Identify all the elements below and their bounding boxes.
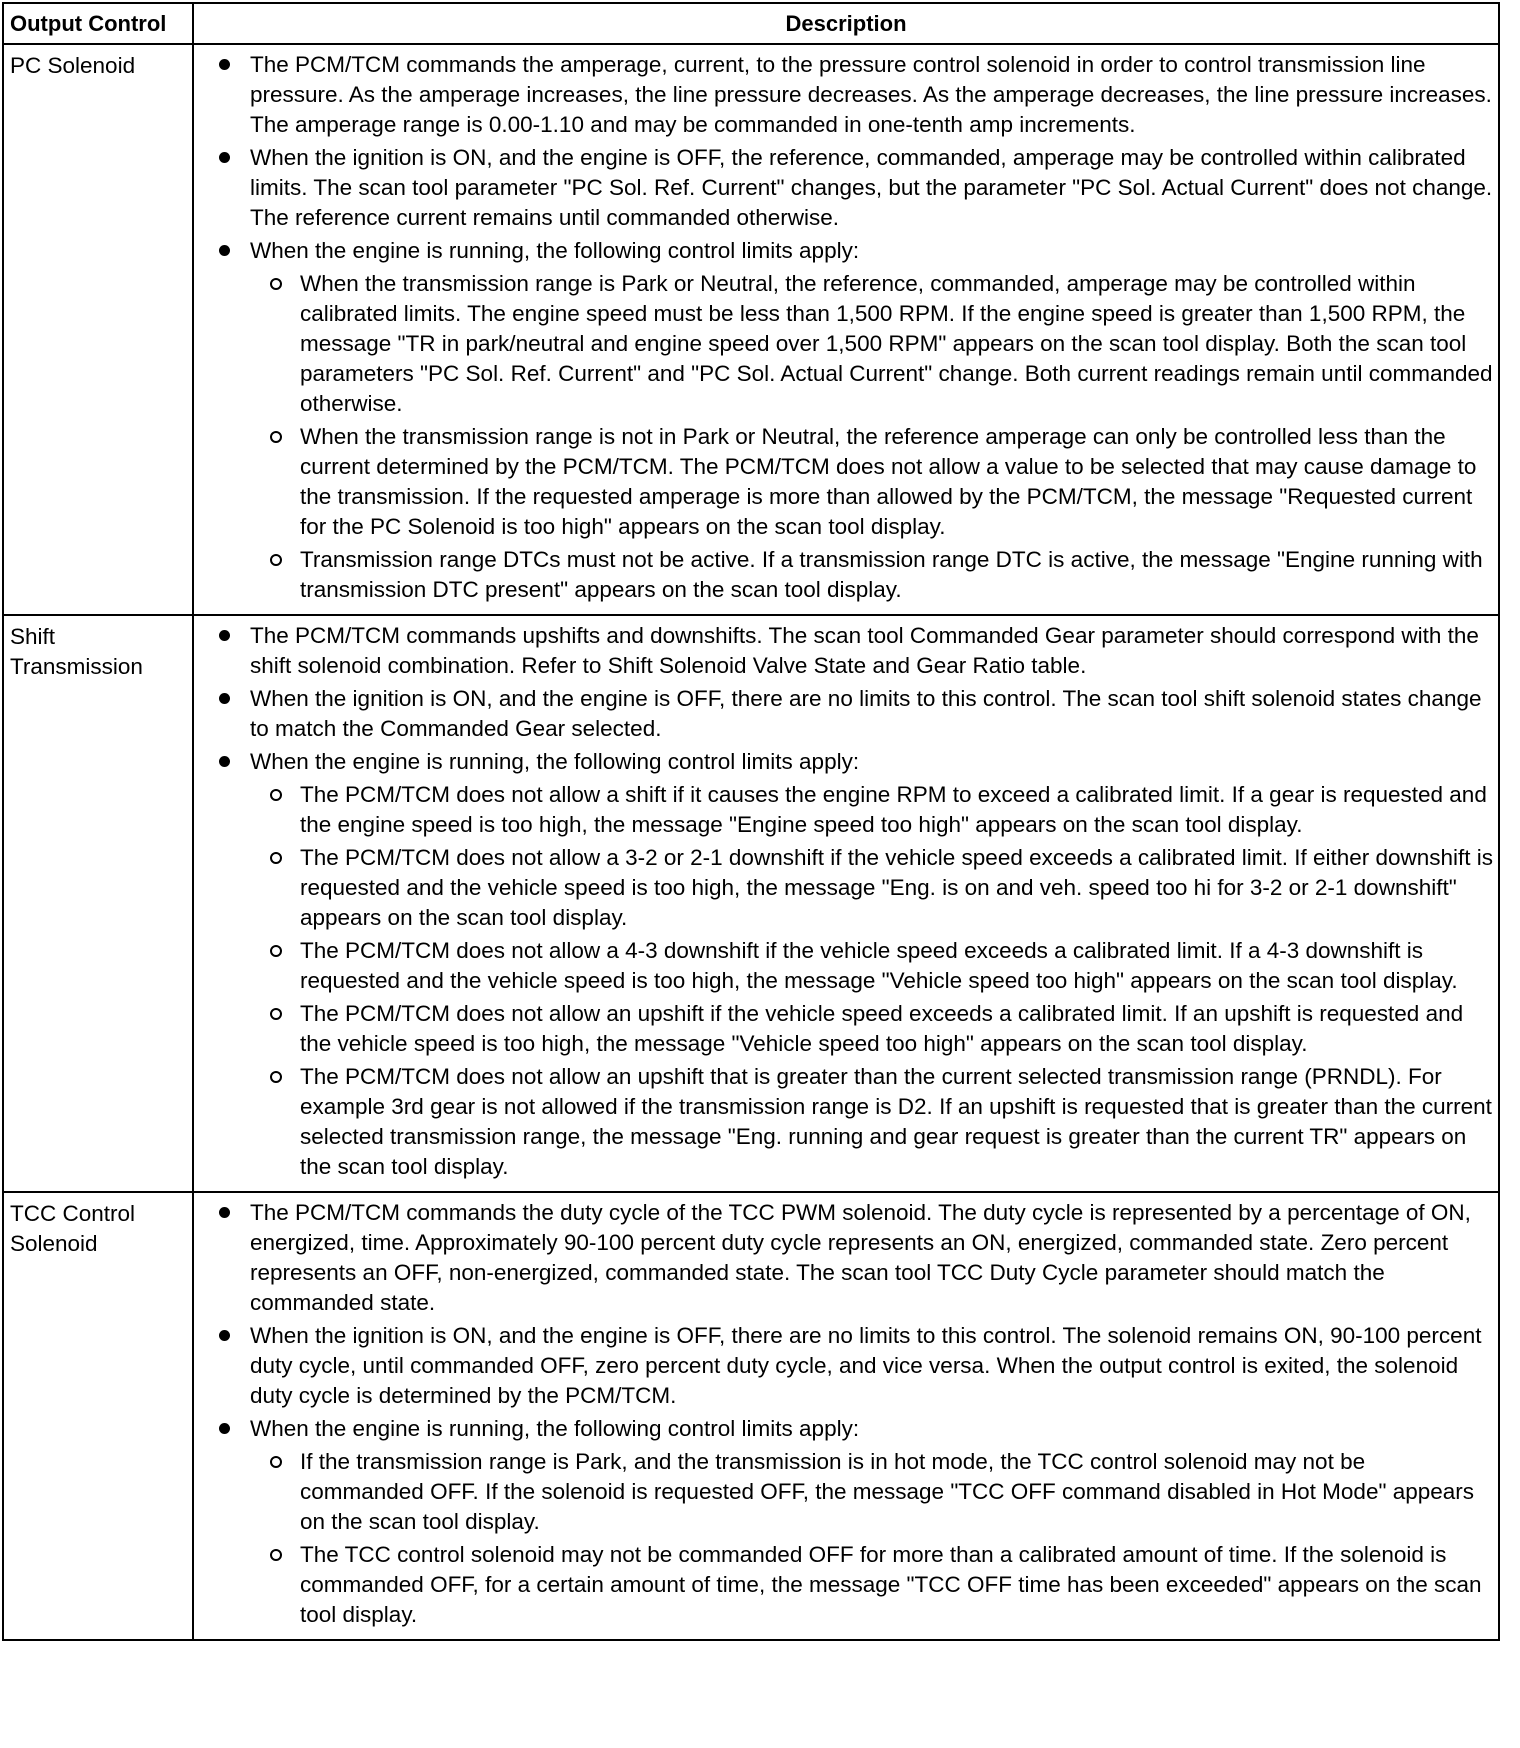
sub-list-item bbox=[300, 1062, 1494, 1182]
output-control-table bbox=[2, 2, 1500, 1641]
sub-list-item bbox=[300, 936, 1494, 996]
sub-list-item-text: The PCM/TCM does not allow a 3-2 or 2-1 downshift if the vehicle speed exceeds a calibrated limit. If either downshift is requested and the vehicle speed is too high, the message "Eng. is on and veh. speed too hi for 3-2 or 2-1 downshift" appears on the scan tool display. bbox=[300, 845, 1494, 930]
output-control-cell: PC Solenoid bbox=[3, 44, 193, 615]
list-item-text: When the ignition is ON, and the engine is OFF, there are no limits to this control. The scan tool shift solenoid states change to match the Commanded Gear selected. bbox=[250, 686, 1482, 741]
list-item-text: The PCM/TCM commands the duty cycle of the TCC PWM solenoid. The duty cycle is represented by a percentage of ON, energized, time. Approximately 90-100 percent duty cycle represents an ON, energized, commanded state. Zero percent represents an OFF, non-energized, commanded state. The scan tool TCC Duty Cycle parameter should match the commanded state. bbox=[250, 1200, 1471, 1315]
hollow-bullet-icon bbox=[270, 278, 282, 290]
sub-list-item bbox=[300, 999, 1494, 1059]
bullet-icon bbox=[219, 630, 230, 641]
list-item-text: The PCM/TCM commands the amperage, current, to the pressure control solenoid in order to control transmission line pressure. As the amperage increases, the line pressure decreases. As the amperage decreases, the line pressure increases. The amperage range is 0.00-1.10 and may be commanded in one-tenth amp increments. bbox=[250, 52, 1492, 137]
sub-list-item-text: If the transmission range is Park, and the transmission is in hot mode, the TCC control solenoid may not be commanded OFF. If the solenoid is requested OFF, the message "TCC OFF command disabled in Hot Mode" appears on the scan tool display. bbox=[300, 1449, 1474, 1534]
list-item bbox=[250, 621, 1494, 681]
sub-list-item bbox=[300, 422, 1494, 542]
sub-list-item-text: When the transmission range is Park or Neutral, the reference, commanded, amperage may be controlled within calibrated limits. The engine speed must be less than 1,500 RPM. If the engine speed is greater than 1,500 RPM, the message "TR in park/neutral and engine speed over 1,500 RPM" appears on the scan tool display. Both the scan tool parameters "PC Sol. Ref. Current" and "PC Sol. Actual Current" change. Both current readings remain until commanded otherwise. bbox=[300, 271, 1493, 416]
bullet-icon bbox=[219, 59, 230, 70]
bullet-icon bbox=[219, 756, 230, 767]
sub-bullet-list bbox=[250, 269, 1494, 605]
table-row-tcc-control-solenoid bbox=[3, 1192, 1499, 1640]
list-item bbox=[250, 1321, 1494, 1411]
list-item-text: The PCM/TCM commands upshifts and downshifts. The scan tool Commanded Gear parameter should correspond with the shift solenoid combination. Refer to Shift Solenoid Valve State and Gear Ratio table. bbox=[250, 623, 1479, 678]
sub-bullet-list bbox=[250, 1447, 1494, 1630]
sub-list-item-text: The PCM/TCM does not allow a 4-3 downshift if the vehicle speed exceeds a calibrated limit. If a 4-3 downshift is requested and the vehicle speed is too high, the message "Vehicle speed too high" appears on the scan tool display. bbox=[300, 938, 1458, 993]
sub-bullet-list bbox=[250, 780, 1494, 1182]
sub-list-item-text: The PCM/TCM does not allow an upshift if the vehicle speed exceeds a calibrated limit. If an upshift is requested and the vehicle speed is too high, the message "Vehicle speed too high" appears on the scan tool display. bbox=[300, 1001, 1464, 1056]
description-cell bbox=[193, 44, 1499, 615]
bullet-list bbox=[194, 50, 1494, 605]
sub-list-item-text: The PCM/TCM does not allow an upshift that is greater than the current selected transmission range (PRNDL). For example 3rd gear is not allowed if the transmission range is D2. If an upshift is requested that is greater than the current selected transmission range, the message "Eng. running and gear request is greater than the current TR" appears on the scan tool display. bbox=[300, 1064, 1492, 1179]
bullet-icon bbox=[219, 1207, 230, 1218]
description-cell bbox=[193, 1192, 1499, 1640]
bullet-icon bbox=[219, 693, 230, 704]
description-cell bbox=[193, 615, 1499, 1192]
hollow-bullet-icon bbox=[270, 554, 282, 566]
list-item bbox=[250, 1414, 1494, 1630]
sub-list-item bbox=[300, 1540, 1494, 1630]
list-item-text: When the engine is running, the following control limits apply: bbox=[250, 238, 860, 263]
sub-list-item-text: Transmission range DTCs must not be active. If a transmission range DTC is active, the message "Engine running with transmission DTC present" appears on the scan tool display. bbox=[300, 547, 1483, 602]
hollow-bullet-icon bbox=[270, 789, 282, 801]
list-item bbox=[250, 143, 1494, 233]
hollow-bullet-icon bbox=[270, 1071, 282, 1083]
sub-list-item-text: The TCC control solenoid may not be commanded OFF for more than a calibrated amount of time. If the solenoid is commanded OFF, for a certain amount of time, the message "TCC OFF time has been exceeded" appears on the scan tool display. bbox=[300, 1542, 1482, 1627]
hollow-bullet-icon bbox=[270, 1008, 282, 1020]
header-row bbox=[3, 3, 1499, 44]
bullet-icon bbox=[219, 1330, 230, 1341]
sub-list-item bbox=[300, 545, 1494, 605]
list-item-text: When the ignition is ON, and the engine is OFF, there are no limits to this control. The solenoid remains ON, 90-100 percent duty cycle, until commanded OFF, zero percent duty cycle, and vice versa. When the output control is exited, the solenoid duty cycle is determined by the PCM/TCM. bbox=[250, 1323, 1482, 1408]
list-item-text: When the ignition is ON, and the engine is OFF, the reference, commanded, amperage may be controlled within calibrated limits. The scan tool parameter "PC Sol. Ref. Current" changes, but the parameter "PC Sol. Actual Current" does not change. The reference current remains until commanded otherwise. bbox=[250, 145, 1493, 230]
output-control-cell: Shift Transmission bbox=[3, 615, 193, 1192]
sub-list-item bbox=[300, 780, 1494, 840]
header-output-control: Output Control bbox=[3, 3, 193, 44]
sub-list-item-text: The PCM/TCM does not allow a shift if it causes the engine RPM to exceed a calibrated limit. If a gear is requested and the engine speed is too high, the message "Engine speed too high" appears on the scan tool display. bbox=[300, 782, 1487, 837]
output-control-cell: TCC Control Solenoid bbox=[3, 1192, 193, 1640]
sub-list-item bbox=[300, 1447, 1494, 1537]
list-item bbox=[250, 684, 1494, 744]
sub-list-item-text: When the transmission range is not in Park or Neutral, the reference amperage can only be controlled less than the current determined by the PCM/TCM. The PCM/TCM does not allow a value to be selected that may cause damage to the transmission. If the requested amperage is more than allowed by the PCM/TCM, the message "Requested current for the PC Solenoid is too high" appears on the scan tool display. bbox=[300, 424, 1477, 539]
bullet-list bbox=[194, 1198, 1494, 1630]
list-item bbox=[250, 1198, 1494, 1318]
list-item-text: When the engine is running, the following control limits apply: bbox=[250, 749, 860, 774]
sub-list-item bbox=[300, 843, 1494, 933]
list-item-text: When the engine is running, the following control limits apply: bbox=[250, 1416, 860, 1441]
list-item bbox=[250, 747, 1494, 1182]
sub-list-item bbox=[300, 269, 1494, 419]
bullet-icon bbox=[219, 245, 230, 256]
list-item bbox=[250, 50, 1494, 140]
header-description: Description bbox=[193, 3, 1499, 44]
hollow-bullet-icon bbox=[270, 1549, 282, 1561]
hollow-bullet-icon bbox=[270, 852, 282, 864]
table-row-shift-transmission bbox=[3, 615, 1499, 1192]
hollow-bullet-icon bbox=[270, 431, 282, 443]
bullet-icon bbox=[219, 152, 230, 163]
hollow-bullet-icon bbox=[270, 945, 282, 957]
table-row-pc-solenoid bbox=[3, 44, 1499, 615]
list-item bbox=[250, 236, 1494, 605]
hollow-bullet-icon bbox=[270, 1456, 282, 1468]
bullet-list bbox=[194, 621, 1494, 1182]
bullet-icon bbox=[219, 1423, 230, 1434]
